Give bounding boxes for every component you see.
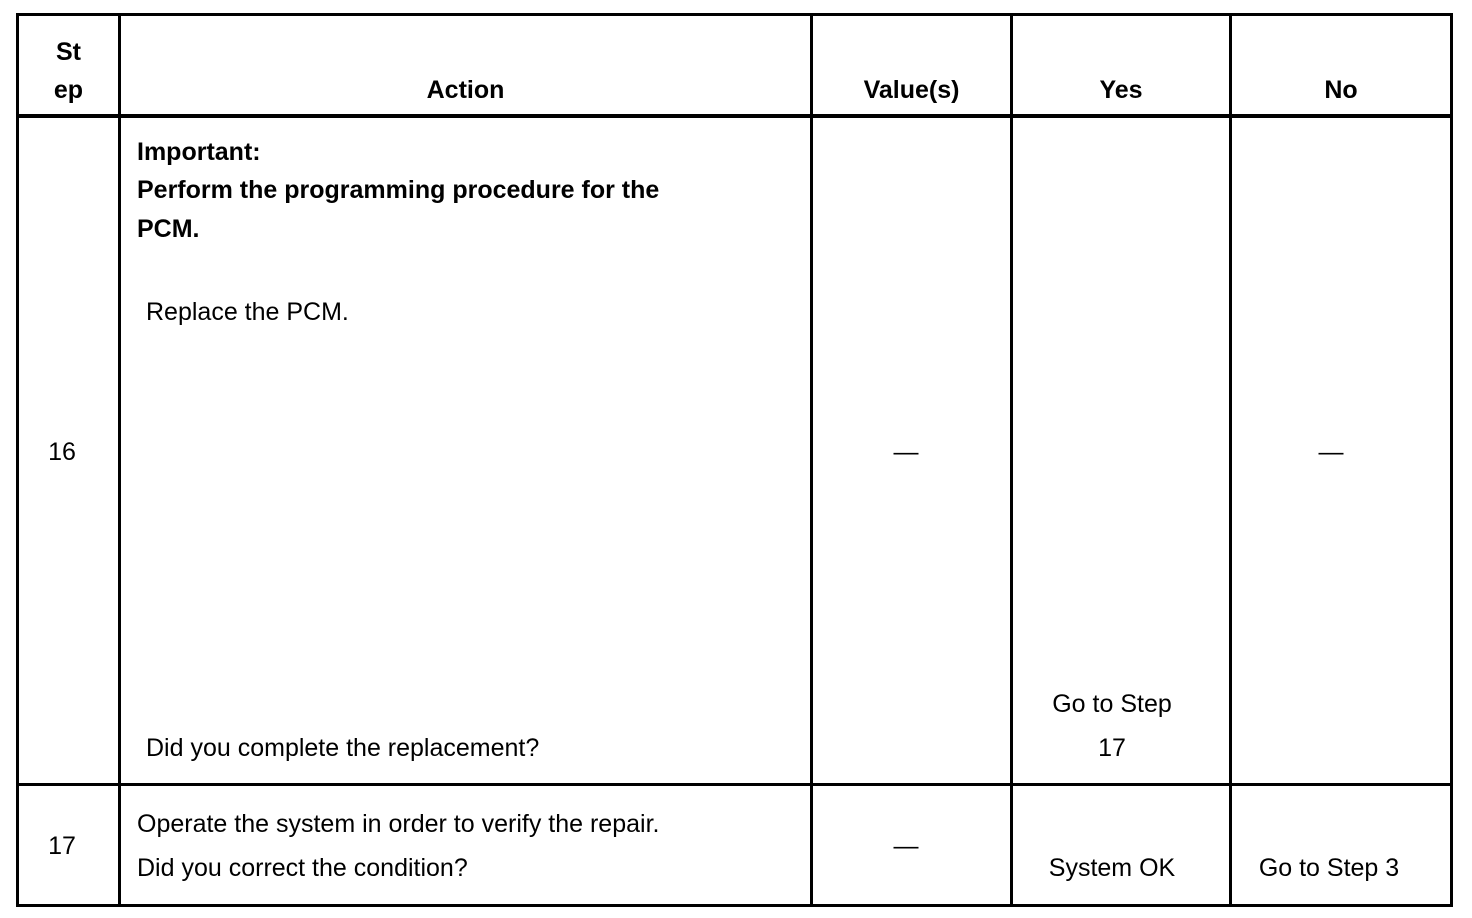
step-column-divider bbox=[118, 13, 121, 907]
header-no: No bbox=[1324, 76, 1358, 104]
table-right-border bbox=[1450, 13, 1453, 907]
header-step-line2: ep bbox=[53, 76, 84, 104]
row-16-value: — bbox=[893, 438, 919, 466]
row-16-no: — bbox=[1318, 438, 1344, 466]
table-bottom-border bbox=[16, 904, 1453, 907]
header-yes: Yes bbox=[1099, 76, 1143, 104]
header-bottom-border bbox=[16, 114, 1453, 118]
row-16-important-label: Important: bbox=[137, 138, 261, 166]
header-action: Action bbox=[426, 76, 505, 104]
header-step-line1: St bbox=[56, 38, 81, 66]
row-16-important-line1: Perform the programming procedure for the bbox=[137, 176, 660, 204]
row-16-yes-line2: 17 bbox=[1098, 734, 1126, 762]
header-values: Value(s) bbox=[863, 76, 960, 104]
row-16-action-question: Did you complete the replacement? bbox=[146, 734, 540, 762]
row-17-step: 17 bbox=[48, 832, 76, 860]
row-16-yes-line1: Go to Step bbox=[1052, 690, 1172, 718]
row-17-value: — bbox=[893, 832, 919, 860]
row-16-important-line2: PCM. bbox=[137, 215, 200, 243]
table-top-border bbox=[16, 13, 1453, 16]
row-17-no: Go to Step 3 bbox=[1258, 854, 1400, 882]
row-16-action-instruction: Replace the PCM. bbox=[146, 298, 349, 326]
row-17-yes: System OK bbox=[1048, 854, 1176, 882]
row-17-action-question: Did you correct the condition? bbox=[137, 854, 468, 882]
values-column-divider bbox=[1010, 13, 1013, 907]
row-16-step: 16 bbox=[48, 438, 76, 466]
row-17-action-line1: Operate the system in order to verify the repair. bbox=[137, 810, 660, 838]
row-16-bottom-border bbox=[16, 783, 1453, 786]
